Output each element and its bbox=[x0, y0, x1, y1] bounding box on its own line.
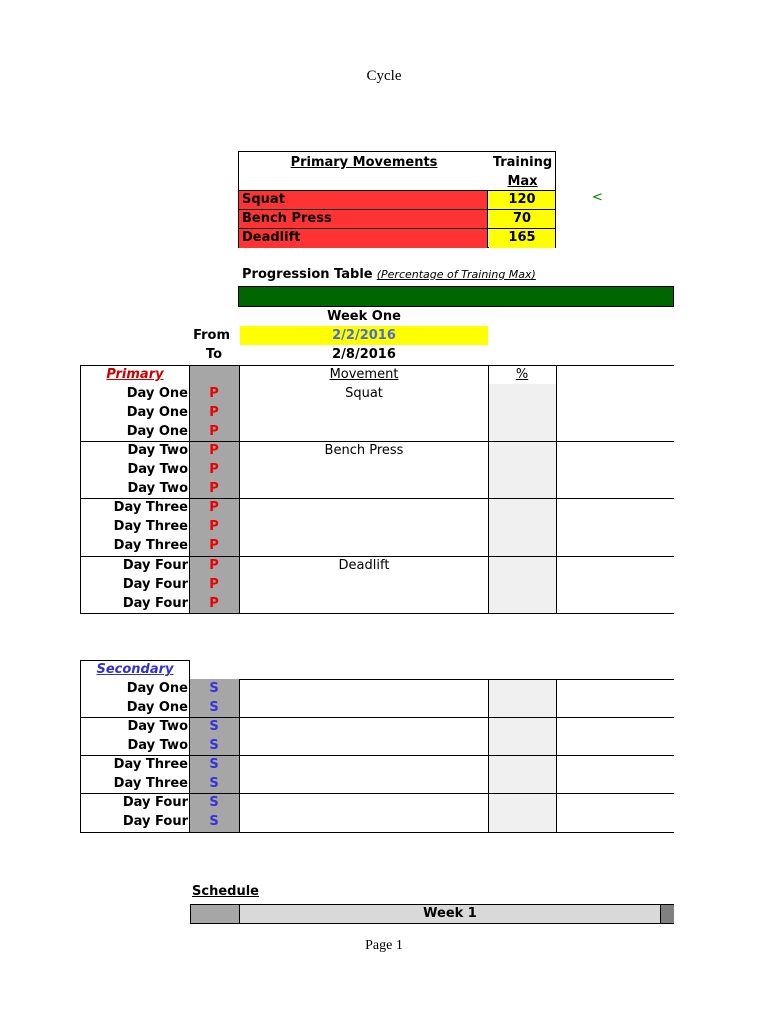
progression-subtitle: (Percentage of Training Max) bbox=[376, 268, 536, 281]
secondary-header-row bbox=[80, 660, 674, 679]
primary-movements-header: Primary Movements bbox=[290, 155, 438, 170]
day-label: Day Four bbox=[122, 795, 188, 810]
side-marker: < bbox=[592, 190, 603, 205]
primary-code: P bbox=[209, 538, 219, 553]
primary-row bbox=[80, 422, 674, 441]
training-max-value[interactable]: 120 bbox=[489, 191, 555, 210]
movement-column-header: Movement bbox=[329, 367, 399, 382]
movement-cell[interactable]: Squat bbox=[345, 386, 383, 401]
primary-code: P bbox=[209, 558, 219, 573]
training-max-value[interactable]: 165 bbox=[489, 229, 555, 248]
secondary-row bbox=[80, 774, 674, 793]
day-label: Day Three bbox=[113, 538, 188, 553]
day-label: Day Four bbox=[122, 814, 188, 829]
day-label: Day Three bbox=[113, 757, 188, 772]
secondary-code: S bbox=[209, 757, 219, 772]
secondary-code: S bbox=[209, 795, 219, 810]
primary-code: P bbox=[209, 443, 219, 458]
day-label: Day Two bbox=[127, 738, 188, 753]
secondary-row bbox=[80, 755, 674, 774]
day-label: Day Three bbox=[113, 519, 188, 534]
to-label: To bbox=[205, 347, 222, 362]
schedule-week-label: Week 1 bbox=[423, 906, 477, 921]
primary-code: P bbox=[209, 424, 219, 439]
progression-title bbox=[242, 267, 536, 282]
primary-row bbox=[80, 556, 674, 575]
day-label: Day Four bbox=[122, 596, 188, 611]
primary-code: P bbox=[209, 405, 219, 420]
primary-movements-table bbox=[238, 151, 556, 248]
progression-title-text: Progression Table bbox=[242, 267, 373, 282]
primary-code: P bbox=[209, 596, 219, 611]
primary-row bbox=[80, 460, 674, 479]
movement-row-bench-press bbox=[239, 209, 555, 229]
primary-header-row bbox=[80, 365, 674, 384]
schedule-code-cell bbox=[191, 905, 240, 923]
movement-name: Squat bbox=[239, 191, 488, 210]
secondary-row bbox=[80, 698, 674, 717]
primary-row bbox=[80, 498, 674, 517]
primary-row bbox=[80, 403, 674, 422]
primary-code: P bbox=[209, 500, 219, 515]
primary-row bbox=[80, 594, 674, 613]
secondary-row bbox=[80, 812, 674, 831]
day-label: Day One bbox=[126, 386, 188, 401]
movement-row-deadlift bbox=[239, 228, 555, 248]
movement-row-squat bbox=[239, 190, 555, 210]
training-max-value[interactable]: 70 bbox=[489, 210, 555, 229]
day-label: Day One bbox=[126, 405, 188, 420]
primary-code: P bbox=[209, 519, 219, 534]
primary-section-title: Primary bbox=[106, 367, 164, 382]
day-label: Day Two bbox=[127, 462, 188, 477]
secondary-code: S bbox=[209, 681, 219, 696]
movement-name: Bench Press bbox=[239, 210, 488, 229]
training-max-header bbox=[489, 152, 556, 191]
secondary-row bbox=[80, 793, 674, 812]
primary-row bbox=[80, 517, 674, 536]
primary-row bbox=[80, 479, 674, 498]
page-title: Cycle bbox=[366, 68, 402, 84]
secondary-row bbox=[80, 717, 674, 736]
day-label: Day Four bbox=[122, 558, 188, 573]
day-label: Day Three bbox=[113, 500, 188, 515]
day-label: Day Two bbox=[127, 443, 188, 458]
week-label: Week One bbox=[327, 309, 401, 324]
schedule-header-bar bbox=[190, 904, 674, 924]
secondary-code: S bbox=[209, 776, 219, 791]
day-label: Day One bbox=[126, 681, 188, 696]
primary-row bbox=[80, 384, 674, 403]
to-date: 2/8/2016 bbox=[332, 347, 396, 362]
movement-name: Deadlift bbox=[239, 229, 488, 248]
day-label: Day One bbox=[126, 700, 188, 715]
primary-row bbox=[80, 575, 674, 594]
secondary-row bbox=[80, 679, 674, 698]
secondary-section-title: Secondary bbox=[96, 662, 174, 677]
day-label: Day One bbox=[126, 424, 188, 439]
secondary-code: S bbox=[209, 719, 219, 734]
primary-code: P bbox=[209, 386, 219, 401]
primary-code: P bbox=[209, 577, 219, 592]
day-label: Day Four bbox=[122, 577, 188, 592]
percent-column-header: % bbox=[515, 367, 529, 382]
secondary-code: S bbox=[209, 738, 219, 753]
progression-green-bar bbox=[238, 286, 674, 307]
schedule-title: Schedule bbox=[192, 884, 259, 899]
movement-cell[interactable]: Deadlift bbox=[338, 558, 390, 573]
secondary-code: S bbox=[209, 814, 219, 829]
primary-row bbox=[80, 441, 674, 460]
secondary-code: S bbox=[209, 700, 219, 715]
primary-row bbox=[80, 536, 674, 555]
max-header-text: Max bbox=[507, 174, 538, 189]
page-number: Page 1 bbox=[365, 938, 403, 953]
movement-cell[interactable]: Bench Press bbox=[324, 443, 404, 458]
from-date[interactable]: 2/2/2016 bbox=[240, 326, 488, 345]
primary-code: P bbox=[209, 481, 219, 496]
day-label: Day Two bbox=[127, 481, 188, 496]
day-label: Day Three bbox=[113, 776, 188, 791]
training-header-text: Training bbox=[492, 155, 553, 170]
primary-code: P bbox=[209, 462, 219, 477]
secondary-row bbox=[80, 736, 674, 755]
day-label: Day Two bbox=[127, 719, 188, 734]
from-label: From bbox=[193, 328, 230, 343]
schedule-end-cell bbox=[660, 905, 674, 923]
